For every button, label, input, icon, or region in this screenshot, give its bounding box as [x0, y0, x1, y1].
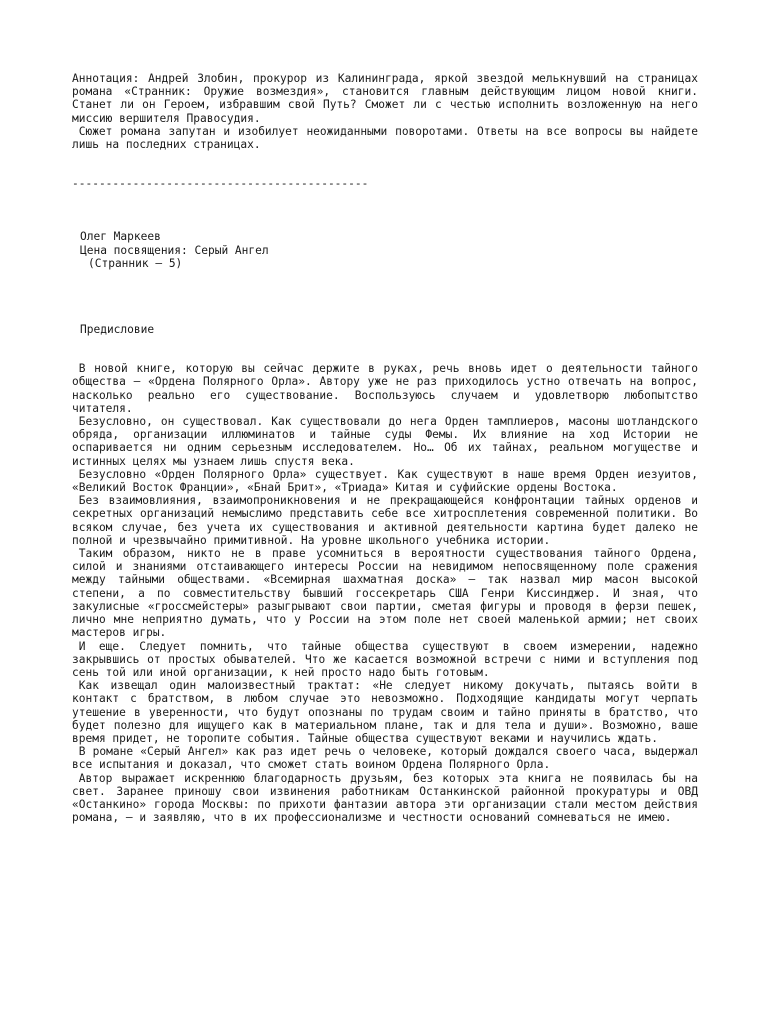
preface-paragraph: В романе «Серый Ангел» как раз идет речь о человеке, который дождался своего часа, выдержал все испытания и доказал, что сможет стать воином Ордена Полярного Орла.	[72, 745, 698, 772]
annotation-paragraph: Сюжет романа запутан и изобилует неожиданными поворотами. Ответы на все вопросы вы найдете лишь на последних страницах.	[72, 124, 698, 152]
document-page	[72, 72, 698, 824]
preface-paragraph: Безусловно «Орден Полярного Орла» существует. Как существуют в наше время Орден иезуитов, «Великий Восток Франции», «Бнай Брит», «Триада» Китая и суфийские ордены Востока.	[72, 467, 698, 495]
book-title: Цена посвящения: Серый Ангел	[80, 243, 269, 257]
section-separator: --------------------------------------------	[72, 177, 369, 191]
book-author: Олег Маркеев	[80, 230, 161, 244]
preface-heading: Предисловие	[80, 323, 155, 337]
annotation-section	[72, 72, 698, 151]
annotation-paragraph: Аннотация: Андрей Злобин, прокурор из Калининграда, яркой звездой мелькнувший на страницах романа «Странник: Оружие возмездия», становится главным действующим лицом новой книги. Станет ли он Героем, избравшим свой Путь? Сможет ли с честью исполнить возложенную на него миссию вершителя Правосудия.	[72, 72, 698, 125]
book-series: (Странник — 5)	[88, 256, 183, 270]
preface-section	[72, 362, 698, 824]
preface-paragraph: Автор выражает искреннюю благодарность друзьям, без которых эта книга не появилась бы на свет. Заранее приношу свои извинения работникам Останкинской районной прокуратуры и ОВД «Останкино» города Москвы: по прихоти фантазии автора эти организации стали местом действия романа, — и заявляю, что в их профессионализме и честности оснований сомневаться не имею.	[72, 771, 698, 825]
preface-paragraph: Безусловно, он существовал. Как существовали до нега Орден тамплиеров, масоны шотландского обряда, организации иллюминатов и тайные суды Фемы. Их влияние на ход Истории не оспаривается ни одним серьезным исследователем. Но… Об их тайнах, реальном могуществе и истинных целях мы узнаем лишь спустя века.	[72, 415, 698, 468]
preface-paragraph: В новой книге, которую вы сейчас держите в руках, речь вновь идет о деятельности тайного общества — «Ордена Полярного Орла». Автору уже не раз приходилось устно отвечать на вопрос, насколько реально его существование. Воспользуюсь случаем и удовлетворю любопытство читателя.	[72, 362, 698, 415]
book-title-block	[72, 230, 698, 270]
preface-paragraph: И еще. Следует помнить, что тайные общества существуют в своем измерении, надежно закрывшись от простых обывателей. Что же касается возможной встречи с ними и вступления под сень той или иной организации, к ней просто надо быть готовым.	[72, 639, 698, 679]
preface-paragraph: Без взаимовлияния, взаимопроникновения и не прекращающейся конфронтации тайных орденов и секретных организаций немыслимо представить себе все хитросплетения современной политики. Во всяком случае, без учета их существования и активной деятельности картина будет далеко не полной и чрезвычайно примитивной. На уровне школьного учебника истории.	[72, 494, 698, 547]
preface-paragraph: Таким образом, никто не в праве усомниться в вероятности существования тайного Ордена, силой и знаниями отстаивающего интересы России на невидимом непосвященному поле сражения между тайными обществами. «Всемирная шахматная доска» — так назвал мир масон высокой степени, а по совместительству бывший госсекретарь США Генри Киссинджер. И зная, что закулисные «гроссмейстеры» разыгрывают свои партии, сметая фигуры и проводя в ферзи пешек, лично мне неприятно думать, что у России на этом поле нет своей маленькой армии; нет своих мастеров игры.	[72, 547, 698, 640]
preface-paragraph: Как извещал один малоизвестный трактат: «Не следует никому докучать, пытаясь войти в контакт с братством, в любом случае это невозможно. Подходящие кандидаты могут черпать утешение в уверенности, что будут опознаны по трудам своим и тайно приняты в братство, что будет полезно для ищущего как в материальном плане, так и для тела и души». Возможно, ваше время придет, не торопите события. Тайные общества существуют веками и научились ждать.	[72, 679, 698, 745]
